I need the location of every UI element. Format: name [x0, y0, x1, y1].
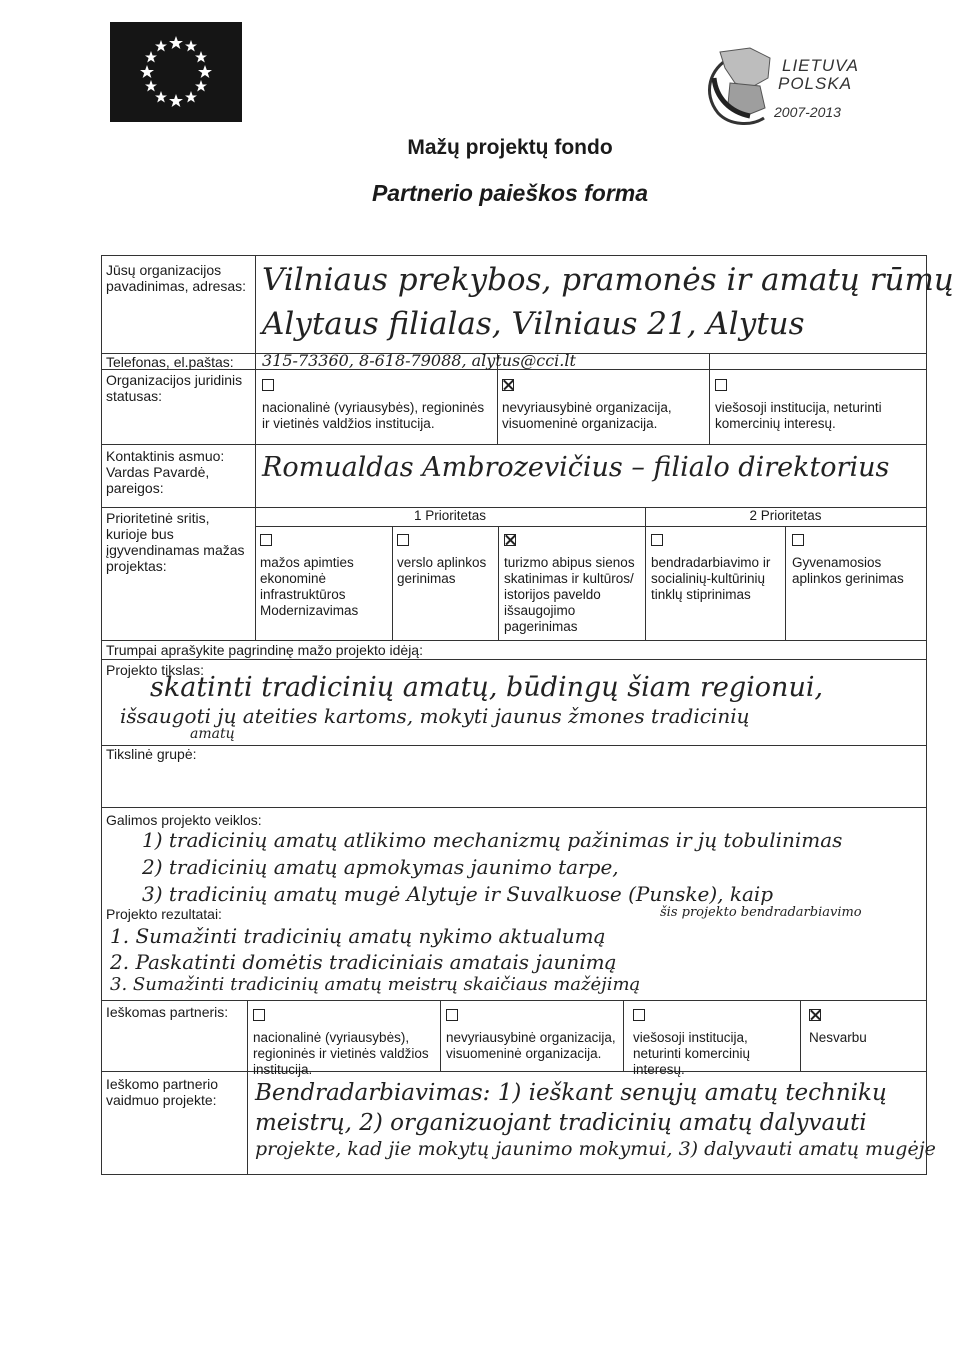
activities-label: Galimos projekto veiklos:: [106, 812, 262, 828]
phone-label: Telefonas, el.paštas:: [106, 354, 234, 370]
contact-label: Kontaktinis asmuo: Vardas Pavardė, pareigos:: [106, 448, 225, 496]
partner-public-label: viešosoji institucija, neturinti komercinių interesų.: [633, 1030, 751, 1077]
priority-option-infrastructure[interactable]: [260, 531, 388, 619]
partner-ngo-label: nevyriausybinė organizacija, visuomeninė organizacija.: [446, 1030, 616, 1061]
partner-any-checkbox[interactable]: [809, 1009, 821, 1021]
priority-option-living[interactable]: [792, 531, 922, 587]
status-option-public[interactable]: [715, 376, 920, 432]
result-2[interactable]: 2. Paskatinti domėtis tradiciniais amatais jaunimą: [110, 950, 617, 974]
priority1-header: 1 Prioritetas: [413, 508, 487, 523]
role-line2[interactable]: meistrų, 2) organizuojant tradicinių amatų dalyvauti: [255, 1110, 867, 1136]
idea-label: Trumpai aprašykite pagrindinę mažo projekto idėją:: [106, 642, 423, 658]
logo-years: 2007-2013: [774, 104, 841, 120]
page-title: Mažų projektų fondo: [407, 136, 613, 159]
status-public-checkbox[interactable]: [715, 379, 727, 391]
priority-cooperation-label: bendradarbiavimo ir socialinių-kultūrinių tinklų stiprinimas: [651, 555, 771, 602]
goal-line1[interactable]: skatinti tradicinių amatų, būdingų šiam regionui,: [150, 672, 824, 703]
contact-value[interactable]: Romualdas Ambrozevičius – filialo direktorius: [262, 452, 890, 483]
priority-living-checkbox[interactable]: [792, 534, 804, 546]
priority-business-label: verslo aplinkos gerinimas: [397, 555, 487, 586]
priority-tourism-checkbox[interactable]: [504, 534, 516, 546]
org-name-value-line2[interactable]: Alytaus filialas, Vilniaus 21, Alytus: [262, 306, 805, 342]
priority-business-checkbox[interactable]: [397, 534, 409, 546]
activity-2[interactable]: 2) tradicinių amatų apmokymas jaunimo tarpe,: [142, 855, 619, 879]
priority-label: Prioritetinė sritis, kurioje bus įgyvendinamas mažas projektas:: [106, 510, 245, 574]
role-line1[interactable]: Bendradarbiavimas: 1) ieškant senųjų amatų technikų: [255, 1080, 887, 1106]
priority-infrastructure-label: mažos apimties ekonominė infrastruktūros Modernizavimas: [260, 555, 359, 618]
status-public-label: viešosoji institucija, neturinti komercinių interesų.: [715, 400, 882, 431]
org-name-value-line1[interactable]: Vilniaus prekybos, pramonės ir amatų rūmų: [262, 262, 954, 298]
role-line3[interactable]: projekte, kad jie mokytų jaunimo mokymui, 3) dalyvauti amatų mugėje: [255, 1138, 936, 1160]
logo-lietuva: LIETUVA: [782, 56, 859, 75]
status-label: Organizacijos juridinis statusas:: [106, 372, 243, 404]
status-ngo-checkbox[interactable]: [502, 379, 514, 391]
priority-tourism-label: turizmo abipus sienos skatinimas ir kultūros/ istorijos paveldo išsaugojimo pagerinimas: [504, 555, 635, 634]
status-national-label: nacionalinė (vyriausybės), regioninės ir vietinės valdžios institucija.: [262, 400, 485, 431]
result-3[interactable]: 3. Sumažinti tradicinių amatų meistrų skaičiaus mažėjimą: [110, 974, 641, 995]
status-option-ngo[interactable]: [502, 376, 707, 432]
org-name-label: Jūsų organizacijos pavadinimas, adresas:: [106, 262, 247, 294]
result-1[interactable]: 1. Sumažinti tradicinių amatų nykimo aktualumą: [110, 924, 606, 948]
status-option-national[interactable]: [262, 376, 492, 432]
partner-any-label: Nesvarbu: [809, 1030, 867, 1045]
phone-value[interactable]: 315-73360, 8-618-79088, alytus@cci.lt: [262, 351, 576, 370]
partner-label: Ieškomas partneris:: [106, 1004, 229, 1020]
priority-living-label: Gyvenamosios aplinkos gerinimas: [792, 555, 904, 586]
results-label: Projekto rezultatai:: [106, 906, 222, 922]
priority-cooperation-checkbox[interactable]: [651, 534, 663, 546]
partner-national-checkbox[interactable]: [253, 1009, 265, 1021]
activity-1[interactable]: 1) tradicinių amatų atlikimo mechanizmų pažinimas ir jų tobulinimas: [142, 828, 843, 852]
page-subtitle: Partnerio paieškos forma: [371, 180, 649, 206]
eu-flag-icon: [110, 22, 242, 122]
target-label: Tikslinė grupė:: [106, 746, 197, 762]
status-national-checkbox[interactable]: [262, 379, 274, 391]
partner-option-any[interactable]: [809, 1006, 921, 1046]
role-label: Ieškomo partnerio vaidmuo projekte:: [106, 1076, 219, 1108]
goal-line2[interactable]: išsaugoti jų ateities kartoms, mokyti jaunus žmones tradicinių: [120, 704, 750, 728]
priority-option-tourism[interactable]: [504, 531, 640, 635]
priority2-header: 2 Prioritetas: [749, 508, 822, 523]
partner-national-label: nacionalinė (vyriausybės), regioninės ir vietinės valdžios institucija.: [253, 1030, 429, 1077]
results-note[interactable]: šis projekto bendradarbiavimo: [660, 905, 862, 920]
goal-line3[interactable]: amatų: [190, 726, 235, 742]
priority-option-cooperation[interactable]: [651, 531, 783, 603]
partner-option-public[interactable]: [633, 1006, 793, 1078]
priority-infrastructure-checkbox[interactable]: [260, 534, 272, 546]
partner-option-ngo[interactable]: [446, 1006, 618, 1062]
priority-option-business[interactable]: [397, 531, 495, 587]
logo-polska: POLSKA: [778, 74, 853, 93]
status-ngo-label: nevyriausybinė organizacija, visuomeninė organizacija.: [502, 400, 672, 431]
partner-public-checkbox[interactable]: [633, 1009, 645, 1021]
partner-ngo-checkbox[interactable]: [446, 1009, 458, 1021]
goal-label: Projekto tikslas:: [106, 662, 205, 678]
partner-option-national[interactable]: [253, 1006, 435, 1078]
activity-3[interactable]: 3) tradicinių amatų mugė Alytuje ir Suvalkuose (Punske), kaip: [142, 882, 774, 906]
